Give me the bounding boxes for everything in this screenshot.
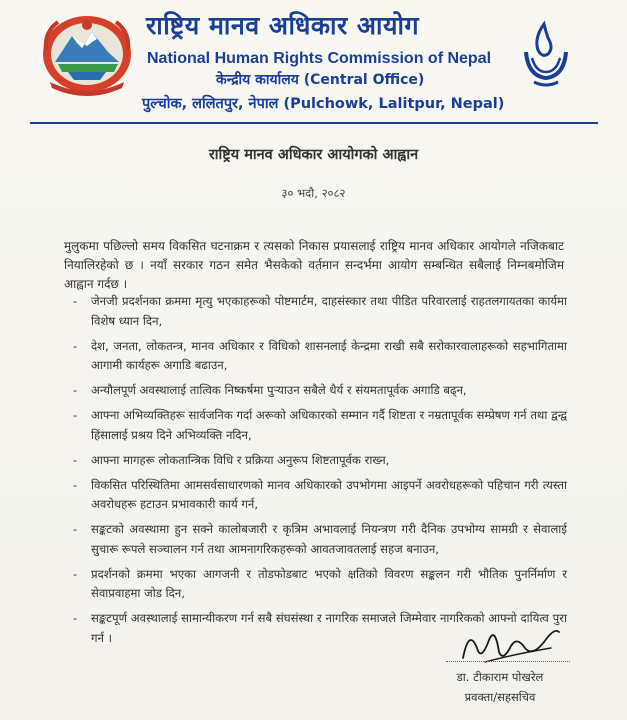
- signer-title: प्रवक्ता/सहसचिव: [464, 690, 536, 704]
- list-item: [73, 337, 567, 376]
- bullet-dash: -: [73, 477, 78, 492]
- signature-icon: [455, 618, 565, 674]
- notice-title: राष्ट्रिय मानव अधिकार आयोगको आह्वान: [208, 147, 419, 163]
- list-item-text: देश, जनता, लोकतन्त्र, मानव अधिकार र विधिको शासनलाई केन्द्रमा राखी सबै सरोकारवालाहरूको सहभागितामा आगामी कार्यहरू अगाडि बढाउन,: [91, 338, 567, 372]
- list-item: [73, 565, 567, 604]
- list-item-text: सङ्कटपूर्ण अवस्थालाई सामान्यीकरण गर्न सबै संघसंस्था र नागरिक समाजले जिम्मेवार नागरिकको आफ्नो दायित्व पुरा गर्न ।: [91, 611, 567, 645]
- bullet-dash: -: [73, 522, 78, 536]
- letterhead: [0, 0, 627, 120]
- bullet-dash: -: [73, 338, 78, 353]
- org-name-english: National Human Rights Commission of Nepal: [147, 50, 492, 67]
- bullet-dash: -: [73, 408, 78, 422]
- list-item-text: प्रदर्शनको क्रममा भएका आगजनी र तोडफोडबाट भएको क्षतिको विवरण सङ्कलन गरी भौतिक पुनर्निर्माण र सेवाप्रवाहमा जोड दिन,: [91, 566, 567, 600]
- intro-paragraph: मुलुकमा पछिल्लो समय विकसित घटनाक्रम र त्यसको निकास प्रयासलाई राष्ट्रिय मानव अधिकार आयोगले नजिकबाट नियालिरहेको छ । नयाँ सरकार गठन समेत भैसकेको वर्तमान सन्दर्भमा आयोग सम्बन्धित सबैलाई निम्नबमोजिम आह्वान गर्दछ ।: [64, 239, 564, 291]
- list-item-text: आफ्ना मागहरू लोकतान्त्रिक विधि र प्रक्रिया अनुरूप शिष्टतापूर्वक राख्न,: [91, 452, 390, 467]
- list-item-text: अन्यौलपूर्ण अवस्थालाई तात्विक निष्कर्षमा पुऱ्याउन सबैले धैर्य र संयमतापूर्वक अगाडि बढ्न,: [91, 383, 467, 397]
- list-item-text: सङ्कटको अवस्थामा हुन सक्ने कालोबजारी र कृत्रिम अभावलाई नियन्त्रण गरी दैनिक उपभोग्य सामग्री र सेवालाई सुचारू रूपले सञ्चालन गर्न तथा आमनागरिकहरूको आवतजावतलाई सहज बनाउन,: [91, 522, 567, 556]
- bullet-dash: -: [73, 611, 78, 625]
- list-item: [73, 292, 567, 331]
- signature-line: [446, 661, 570, 662]
- bullet-dash: -: [73, 294, 78, 308]
- header-divider: [30, 122, 598, 124]
- bullet-dash: -: [73, 452, 78, 467]
- list-item-text: विकसित परिस्थितिमा आमसर्वसाधारणको मानव अधिकारको उपभोगमा आइपर्ने अवरोधहरूको पहिचान गरी त्यस्ता अवरोधहरू हटाउन प्रभावकारी कार्य गर्न,: [91, 477, 567, 511]
- office-label: केन्द्रीय कार्यालय (Central Office): [216, 72, 425, 88]
- list-item: [73, 381, 567, 401]
- bullet-dash: -: [73, 566, 78, 581]
- notice-date: ३० भदौ, २०८२: [281, 186, 346, 200]
- nhrc-logo-icon: [514, 18, 578, 92]
- list-item-text: जेनजी प्रदर्शनका क्रममा मृत्यु भएकाहरूको पोष्टमार्टम, दाहसंस्कार तथा पीडित परिवारलाई राहतलगायतका कार्यमा विशेष ध्यान दिन,: [91, 294, 567, 328]
- list-item: [73, 476, 567, 515]
- list-item: [73, 406, 567, 445]
- list-item: [73, 520, 567, 559]
- bullet-dash: -: [73, 383, 78, 397]
- list-item-text: आफ्ना अभिव्यक्तिहरू सार्वजनिक गर्दा अरूको अधिकारको सम्मान गर्दै शिष्टता र नम्रतापूर्वक सम्प्रेषण गर्न तथा द्वन्द्व हिंसालाई प्रश्रय दिने अभिव्यक्ति नदिन,: [91, 408, 567, 442]
- signer-name: डा. टीकाराम पोखरेल: [456, 670, 544, 684]
- office-address: पुल्चोक, ललितपुर, नेपाल (Pulchowk, Lalitpur, Nepal): [142, 96, 505, 112]
- appeal-list: [73, 292, 567, 654]
- org-name-nepali: राष्ट्रिय मानव अधिकार आयोग: [146, 11, 420, 40]
- nepal-emblem-icon: [38, 12, 136, 96]
- list-item: [73, 451, 567, 471]
